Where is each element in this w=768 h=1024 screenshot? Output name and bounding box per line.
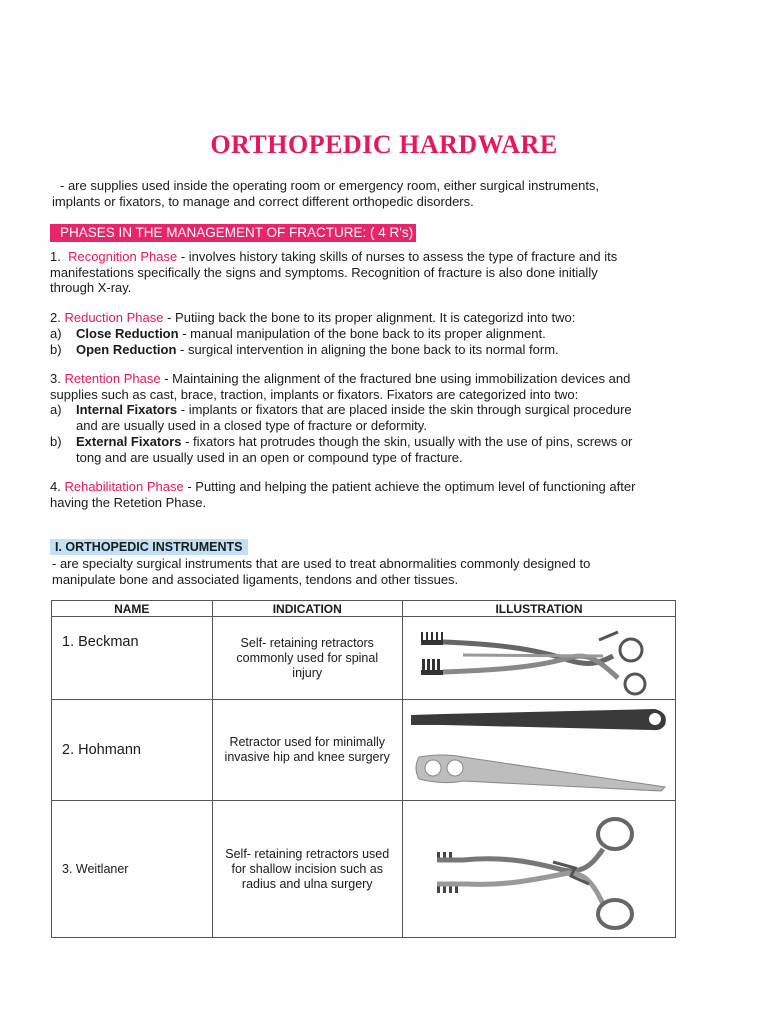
phase-1-line-1: - involves history taking skills of nurses to assess the type of fracture and its (177, 249, 618, 264)
phase-2-name: Reduction Phase (64, 310, 164, 325)
phase-1-number: 1. (50, 249, 61, 264)
table-row (52, 700, 676, 801)
intro-paragraph (52, 178, 692, 210)
phase-2-item-b: b) Open Reduction - surgical intervention in aligning the bone back to its normal form. (50, 342, 559, 357)
weitlaner-retractor-icon (403, 804, 675, 934)
intro-line-1: - are supplies used inside the operating room or emergency room, either surgical instruments, (60, 178, 600, 193)
instruments-table (51, 600, 676, 938)
phase-4-name: Rehabilitation Phase (64, 479, 184, 494)
instruments-desc-line-2: manipulate bone and associated ligaments, tendons and other tissues. (52, 571, 459, 587)
phase-3-line-1: - Maintaining the alignment of the fractured bne using immobilization devices and (160, 371, 631, 386)
instrument-illustration (402, 801, 675, 938)
column-header-name: NAME (52, 601, 213, 617)
instrument-indication: Self- retaining retractors commonly used for spinal injury (212, 617, 402, 700)
column-header-illustration: ILLUSTRATION (402, 601, 675, 617)
table-row (52, 801, 676, 938)
phase-3-item-a: a) Internal Fixators - implants or fixators that are placed inside the skin through surgical procedure and are usually used in a closed type of fracture or deformity. (50, 402, 632, 433)
instrument-indication: Retractor used for minimally invasive hip and knee surgery (212, 700, 402, 801)
phase-4-number: 4. (50, 479, 61, 494)
phase-1-line-3: through X-ray. (50, 280, 132, 295)
instrument-name: 2. Hohmann (52, 700, 213, 801)
phase-3-line-2: supplies such as cast, brace, traction, implants or fixators. Fixators are categorized into two: (50, 386, 579, 402)
hohmann-retractor-icon (403, 701, 675, 799)
instrument-illustration (402, 617, 675, 700)
intro-line-2: implants or fixators, to manage and correct different orthopedic disorders. (52, 194, 474, 209)
instrument-name: 1. Beckman (52, 617, 213, 700)
instruments-desc-line-1: - are specialty surgical instruments that are used to treat abnormalities commonly designed to (52, 556, 591, 571)
beckman-retractor-icon (403, 618, 675, 698)
page-title: ORTHOPEDIC HARDWARE (210, 130, 558, 159)
phase-3-item-b: b) External Fixators - fixators hat protrudes though the skin, usually with the use of pins, screws or tong and are usually used in an open or compound type of fracture. (50, 434, 633, 465)
phase-4-line-2: having the Retetion Phase. (50, 494, 207, 510)
phase-2-number: 2. (50, 310, 61, 325)
table-row (52, 617, 676, 700)
phase-1-line-2: manifestations specifically the signs and symptoms. Recognition of fracture is also done initially (50, 264, 598, 280)
phase-2 (50, 310, 680, 358)
phase-1 (50, 249, 680, 296)
instrument-illustration (402, 700, 675, 801)
phases-header: PHASES IN THE MANAGEMENT OF FRACTURE: ( 4 R's) (50, 224, 416, 242)
instruments-description (52, 556, 670, 587)
instruments-header: I. ORTHOPEDIC INSTRUMENTS (50, 539, 248, 555)
phase-4 (50, 479, 680, 510)
phase-2-item-a: a) Close Reduction - manual manipulation of the bone back to its proper alignment. (50, 325, 546, 341)
phase-1-name: Recognition Phase (68, 249, 178, 264)
phase-3-name: Retention Phase (64, 371, 161, 386)
phase-4-line-1: - Putting and helping the patient achieve the optimum level of functioning after (187, 479, 636, 494)
phase-3-number: 3. (50, 371, 61, 386)
phase-3 (50, 371, 680, 465)
instrument-name: 3. Weitlaner (52, 801, 213, 938)
instrument-indication: Self- retaining retractors used for shallow incision such as radius and ulna surgery (212, 801, 402, 938)
phase-2-line-1: - Putiing back the bone to its proper alignment. It is categorizd into two: (163, 310, 576, 325)
column-header-indication: INDICATION (212, 601, 402, 617)
table-header-row (52, 601, 676, 617)
